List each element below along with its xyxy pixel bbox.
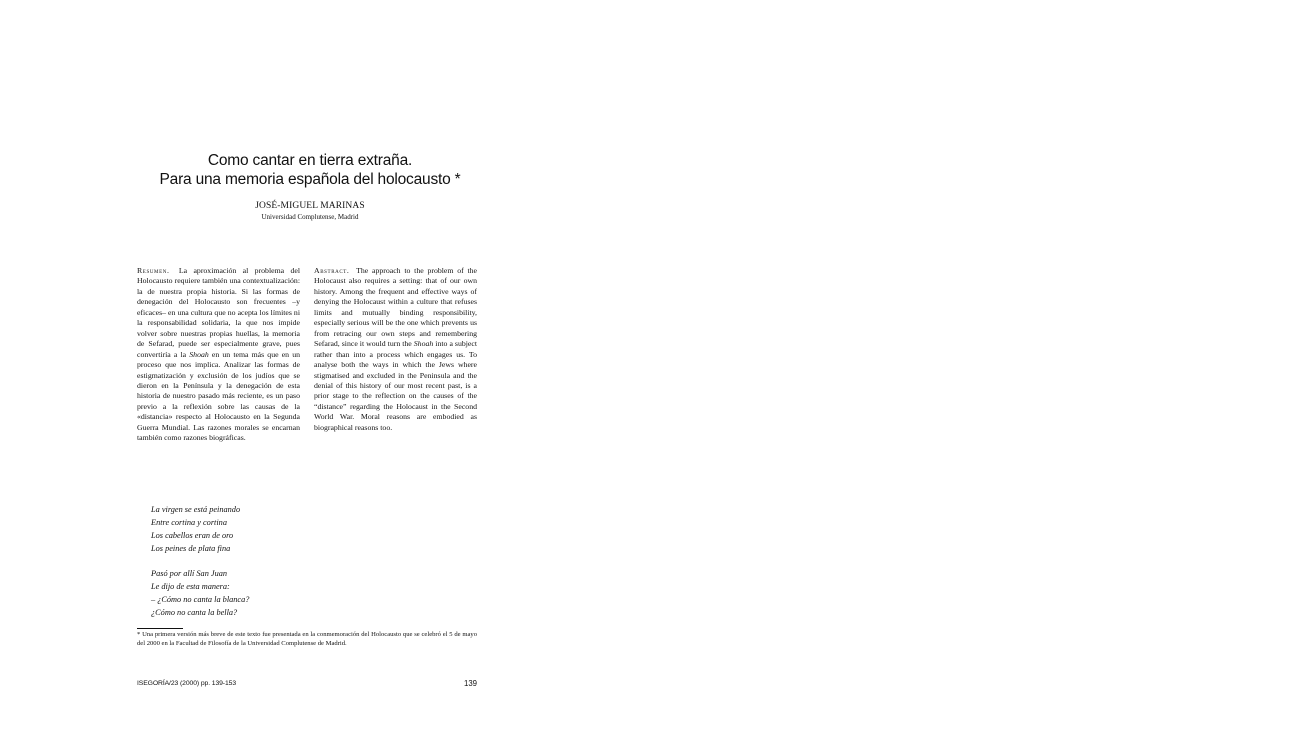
author-name: JOSÉ-MIGUEL MARINAS [255, 201, 365, 211]
article-title-line-1: Como cantar en tierra extraña. [207, 152, 413, 169]
poem-line: ¿Cómo no canta la bella? [151, 608, 238, 617]
journal-citation: ISEGORÍA/23 (2000) pp. 139-153 [137, 680, 237, 687]
poem-line: Los peines de plata fina [151, 544, 231, 553]
abstract-label: Abstract. [314, 266, 350, 275]
resumen-text-part2: en un tema más que en un proceso que nos implica. Analizar las formas de estigmatización y exclusión de los judíos que se dieron en la Península y la denegación de esta historia de nuestro pasado más reciente, es un paso previo a la reflexión sobre las causas de la «distancia» respecto al Holocausto en la Segunda Guerra Mundial. Las razones morales se encarnan también como razones biográficas. [137, 349, 300, 443]
poem-stanza-1 [151, 503, 240, 555]
poem-line: Entre cortina y cortina [151, 518, 227, 527]
page-number: 139 [463, 679, 477, 688]
footnote-text: * Una primera versión más breve de este texto fue presentada en la conmemoración del Holocausto que se celebró el 5 de mayo del 2000 en la Facultad de Filosofía de la Universidad Complutense de Madrid. [137, 631, 477, 648]
poem-line: – ¿Cómo no canta la blanca? [151, 595, 250, 604]
resumen-block [137, 266, 300, 444]
abstract-italic-word: Shoah [413, 339, 434, 349]
abstract-text-part2: into a subject rather than into a process which engages us. To analyse both the ways in which the Jews where stigmatised and excluded in the Peninsula and the denial of this history of our most recent past, is a prior stage to the reflection on the causes of the “distance” regarding the Holocaust in the Second World War. Moral reasons are embodied as biographical reasons too. [314, 339, 477, 432]
article-title-line-2: Para una memoria española del holocausto * [159, 171, 461, 188]
poem-line: La virgen se está peinando [151, 505, 241, 514]
abstract-text-part1: The approach to the problem of the Holocaust also requires a setting: that of our own history. Among the frequent and effective ways of denying the Holocaust within a culture that refuses limits and mutually binding responsibility, especially serious will be the one which prevents us from retracing our own steps and remembering Sefarad, since it would turn the [314, 266, 477, 349]
resumen-label: Resumen. [137, 266, 170, 275]
poem-line: Los cabellos eran de oro [151, 531, 234, 540]
poem-stanza-2 [151, 567, 249, 619]
poem-line: Le dijo de esta manera: [151, 582, 230, 591]
resumen-italic-word: Shoah [189, 349, 209, 359]
resumen-text-part1: La aproximación al problema del Holocausto requiere también una contextualización: la de nuestra propia historia. Si las formas de denegación del Holocausto son frecuentes –y eficaces– en una cultura que no acepta los límites ni la responsabilidad solidaria, la que nos impide volver sobre nuestras propias huellas, la memoria de Sefarad, puede ser especialmente grave, pues convertiría a la [137, 266, 300, 359]
author-affiliation: Universidad Complutense, Madrid [261, 213, 359, 221]
footnote-divider [137, 628, 183, 629]
abstract-block [314, 266, 477, 433]
poem-line: Pasó por allí San Juan [151, 569, 228, 578]
